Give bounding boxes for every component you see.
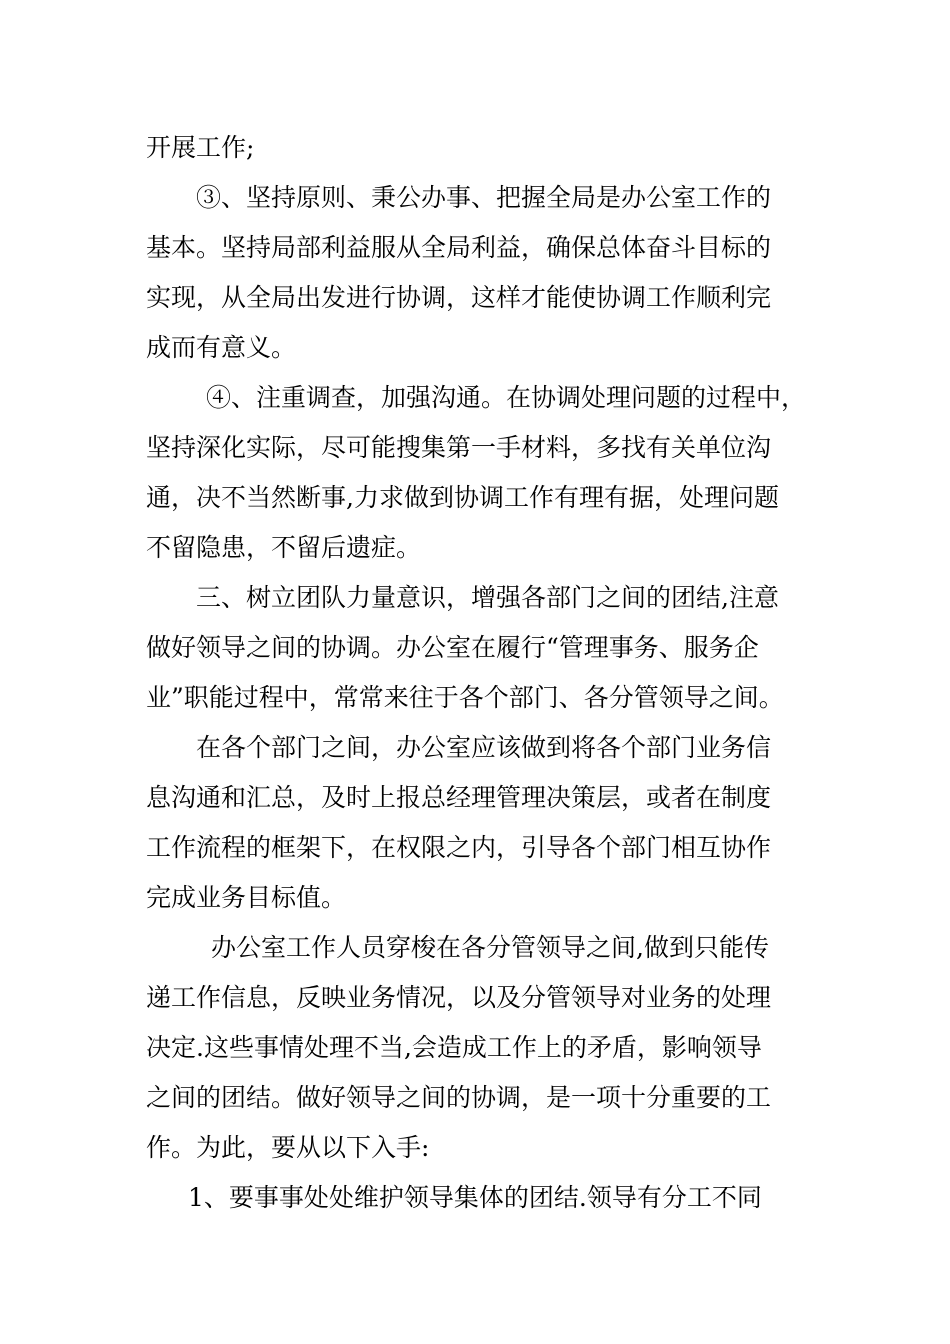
text-line: 做好领导之间的协调。办公室在履行“管理事务、服务企 [146,633,759,662]
text-line: 不留隐患，不留后遗症。 [146,533,422,562]
text-line: 办公室工作人员穿梭在各分管领导之间,做到只能传 [211,933,769,962]
text-line: ③、坚持原则、秉公办事、把握全局是办公室工作的 [196,183,772,212]
text-line: 在各个部门之间，办公室应该做到将各个部门业务信 [196,733,772,762]
text-line: 成而有意义。 [146,333,297,362]
text-line: 息沟通和汇总，及时上报总经理管理决策层，或者在制度 [146,783,772,812]
text-line: 1、要事事处处维护领导集体的团结.领导有分工不同 [188,1183,762,1212]
text-line: 决定.这些事情处理不当,会造成工作上的矛盾，影响领导 [146,1033,762,1062]
text-line: 完成业务目标值。 [146,883,347,912]
text-line: 之间的团结。做好领导之间的协调，是一项十分重要的工 [146,1083,772,1112]
text-line: 作。为此，要从以下入手: [146,1133,430,1162]
text-line: 业”职能过程中，常常来往于各个部门、各分管领导之间。 [146,683,784,712]
text-line: 三、树立团队力量意识，增强各部门之间的团结,注意 [196,583,779,612]
text-line: 通，决不当然断事,力求做到协调工作有理有据，处理问题 [146,483,779,512]
text-line: 坚持深化实际，尽可能搜集第一手材料，多找有关单位沟 [146,433,772,462]
text-line: ④、注重调查，加强沟通。在协调处理问题的过程中， [206,383,807,412]
text-line: 基本。坚持局部利益服从全局利益，确保总体奋斗目标的 [146,233,772,262]
text-line: 开展工作; [146,133,255,162]
text-line: 工作流程的框架下，在权限之内，引导各个部门相互协作 [146,833,772,862]
text-line: 递工作信息，反映业务情况，以及分管领导对业务的处理 [146,983,772,1012]
text-line: 实现，从全局出发进行协调，这样才能使协调工作顺利完 [146,283,772,312]
